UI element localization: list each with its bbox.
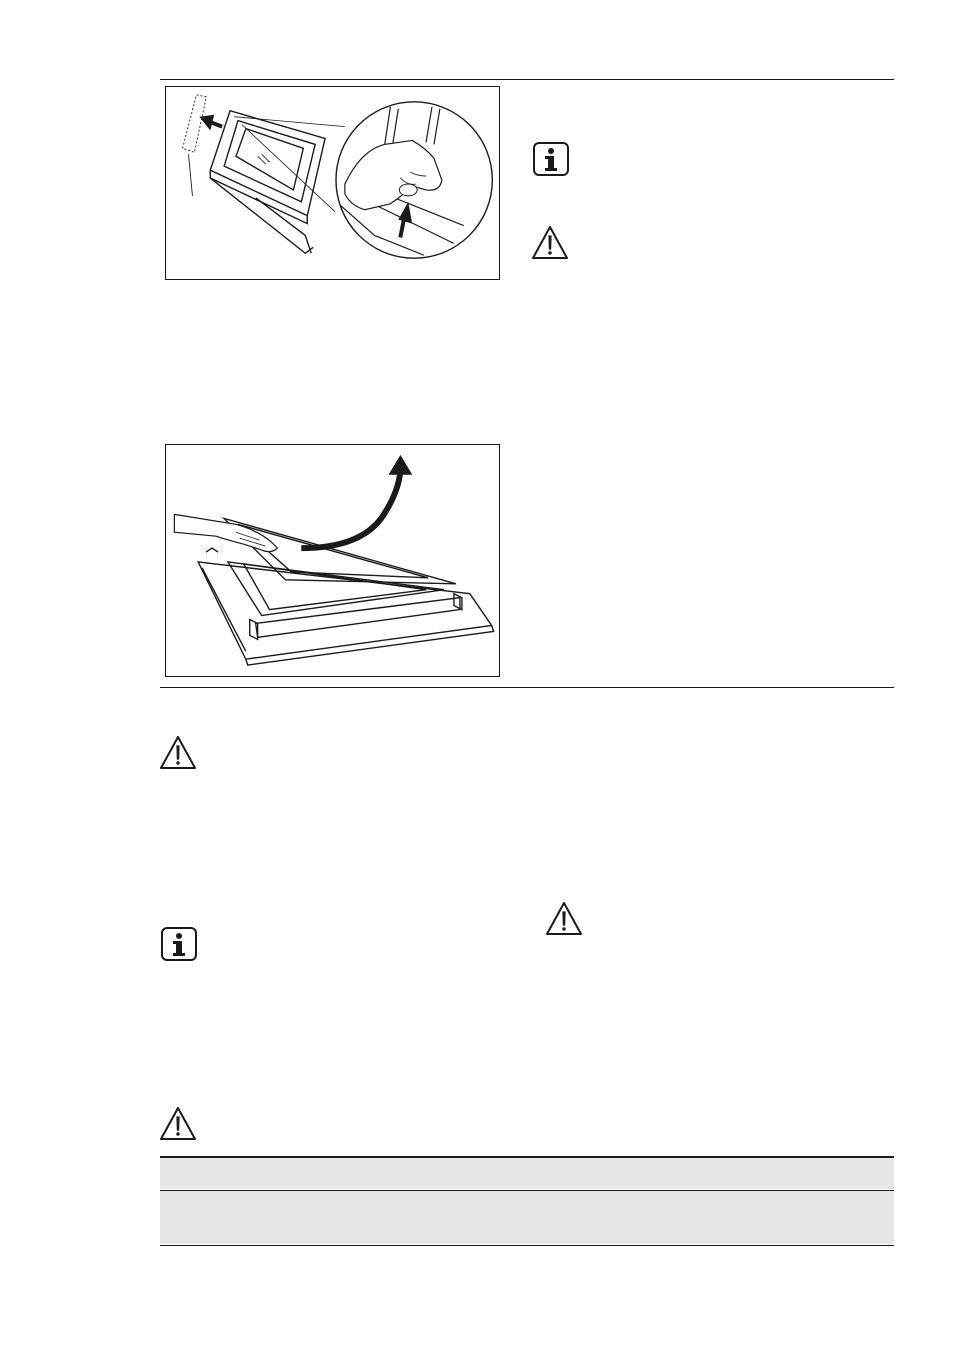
figure-door-glass-lift — [165, 86, 500, 280]
warning-icon — [158, 1105, 198, 1143]
table-row — [160, 1191, 894, 1244]
warning-icon — [544, 900, 584, 938]
section-divider — [160, 687, 894, 688]
table-header — [160, 1158, 894, 1189]
info-icon — [159, 925, 199, 963]
warning-icon — [530, 224, 570, 262]
figure-door-glass-remove — [165, 444, 500, 677]
info-icon — [531, 140, 571, 178]
table-bottom-rule — [160, 1245, 894, 1246]
top-divider — [160, 79, 894, 80]
warning-icon — [158, 734, 198, 772]
